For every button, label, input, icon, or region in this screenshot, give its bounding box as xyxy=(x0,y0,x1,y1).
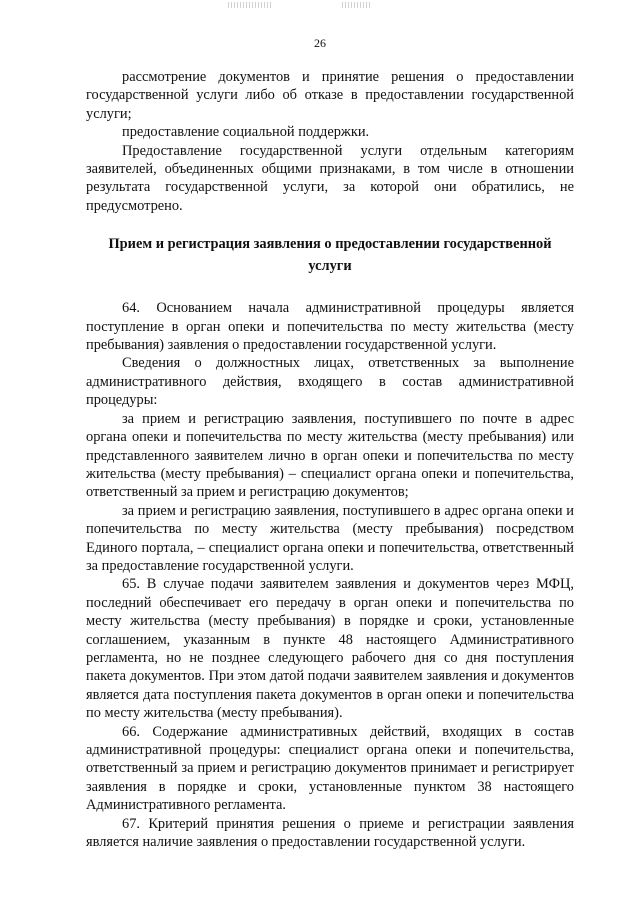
paragraph: Сведения о должностных лицах, ответственных за выполнение административного действия, входящего в состав административной процедуры: xyxy=(86,355,574,409)
paragraph: 65. В случае подачи заявителем заявления и документов через МФЦ, последний обеспечивает его передачу в орган опеки и попечительства по месту жительства (месту пребывания) в порядке и сроки, установленные соглашением, указанным в пункте 48 настоящего Административного регламента, но не позднее следующего рабочего дня со дня поступления пакета документов. При этом датой подачи заявителем заявления и документов является дата поступления пакета документов в орган опеки и попечительства по месту жительства (месту пребывания). xyxy=(86,576,574,722)
paragraph: 67. Критерий принятия решения о приеме и регистрации заявления является наличие заявления о предоставлении государственной услуги. xyxy=(86,815,574,851)
paragraph: рассмотрение документов и принятие решения о предоставлении государственной услуги либо об отказе в предоставлении государственной услуги; xyxy=(86,69,574,122)
page-number: 26 xyxy=(314,36,326,50)
scan-artifact xyxy=(228,2,272,8)
paragraph: 64. Основанием начала административной процедуры является поступление в орган опеки и попечительства по месту жительства (месту пребывания) заявления о предоставлении государственной услуги. xyxy=(86,300,574,354)
scan-artifact xyxy=(342,2,370,8)
document-body xyxy=(86,68,574,851)
section-heading: Прием и регистрация заявления о предоставлении государственной услуги xyxy=(108,236,552,275)
paragraph: за прием и регистрацию заявления, поступившего в адрес органа опеки и попечительства по месту жительства (месту пребывания) посредством Единого портала, – специалист органа опеки и попечительства, ответственный за предоставление государственной услуги. xyxy=(86,502,574,574)
paragraph: 66. Содержание административных действий, входящих в состав административной процедуры: специалист органа опеки и попечительства, ответственный за прием и регистрацию документов принимает и регистрирует заявления в порядке и сроки, установленные пунктом 38 настоящего Административного регламента. xyxy=(86,723,574,814)
paragraph: предоставление социальной поддержки. xyxy=(122,124,370,141)
paragraph: Предоставление государственной услуги отдельным категориям заявителей, объединенных общими признаками, в том числе в отношении результата государственной услуги, за которой они обратились, не предусмотрено. xyxy=(86,142,574,214)
paragraph: за прием и регистрацию заявления, поступившего по почте в адрес органа опеки и попечительства по месту жительства (месту пребывания) или представленного заявителем лично в орган опеки и попечительства по месту жительства (месту пребывания) – специалист органа опеки и попечительства, ответственный за прием и регистрацию документов; xyxy=(86,410,574,501)
